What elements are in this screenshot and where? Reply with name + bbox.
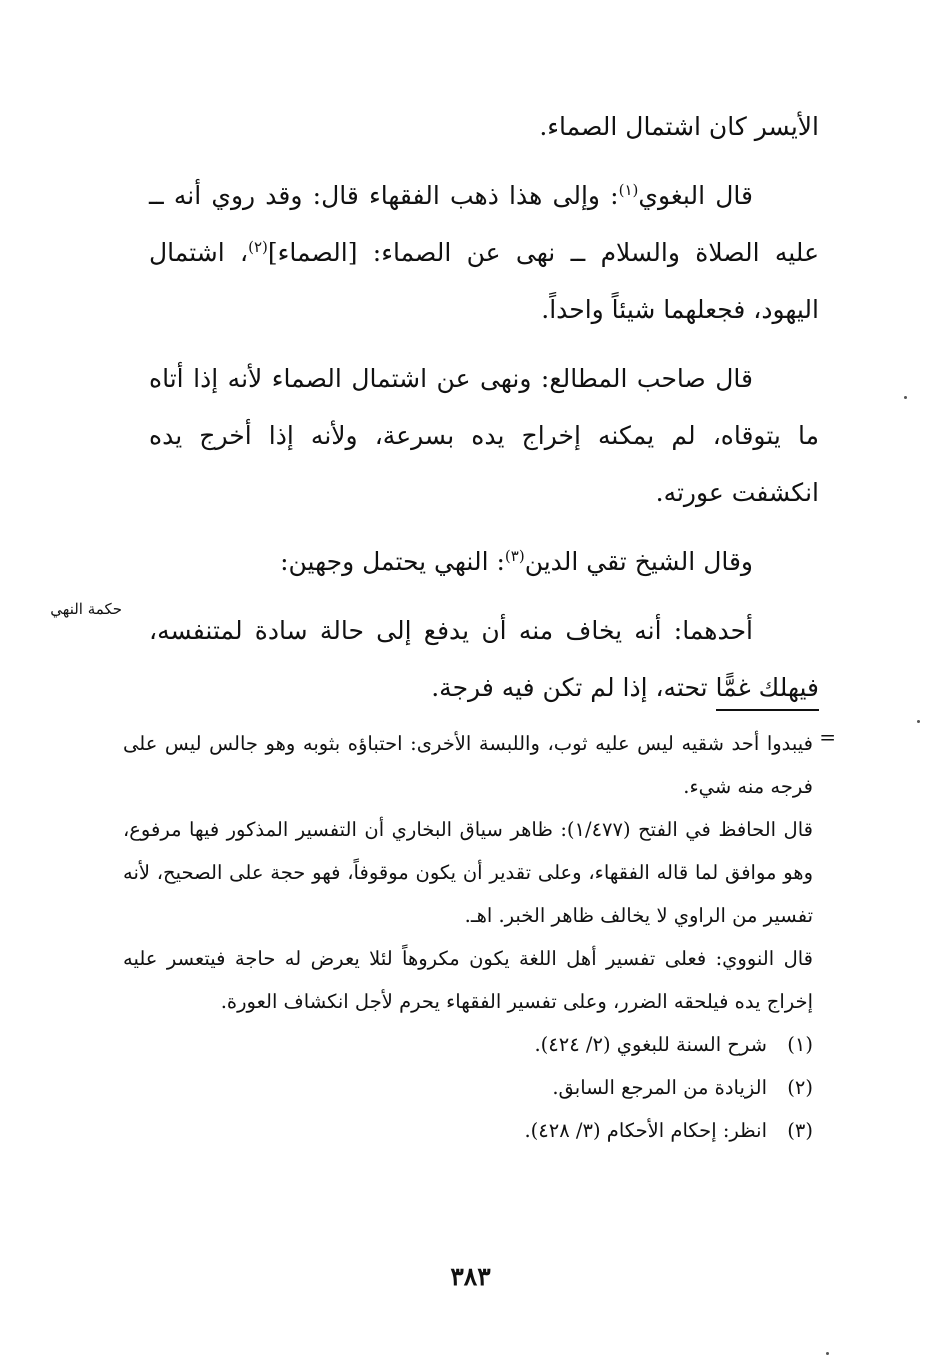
paragraph-mataali: قال صاحب المطالع: ونهى عن اشتمال الصماء لأنه إذا أتاه ما يتوقاه، لم يمكنه إخراج يده بسرعة، ولأنه إذا أخرج يده انكشفت عورته. [149, 364, 819, 507]
note-continuation-1: فيبدوا أحد شقيه ليس عليه ثوب، واللبسة الأخرى: احتباؤه بثوبه وهو جالس ليس على فرجه منه شيء. [123, 732, 813, 798]
footnote-number: (٣) [787, 1119, 813, 1142]
footnote-separator [716, 709, 819, 711]
paragraph-first-aspect: أحدهما: أنه يخاف منه أن يدفع إلى حالة سادة لمتنفسه، فيهلك غمًّا تحته، إذا لم تكن فيه فرجة. [149, 616, 819, 702]
paragraph-continuation: الأيسر كان اشتمال الصماء. [539, 112, 819, 141]
footnote-2 [123, 1066, 813, 1109]
scan-speck [904, 396, 907, 399]
footnote-number: (١) [787, 1033, 813, 1056]
scan-speck [826, 1352, 829, 1355]
footnote-text: الزيادة من المرجع السابق. [552, 1076, 767, 1099]
note-continuation-2: قال الحافظ في الفتح (١/٤٧٧): ظاهر سياق البخاري أن التفسير المذكور فيها مرفوع، وهو موافق لما قاله الفقهاء، وعلى تقدير أن يكون موقوفاً، فهو حجة على الصحيح، لأنه تفسير من الراوي لا يخالف ظاهر الخبر. اهـ. [123, 818, 813, 927]
continuation-mark: = [819, 725, 836, 749]
margin-note: حكمة النهي [50, 600, 122, 618]
scan-speck [917, 720, 920, 723]
footnote-ref-1[interactable]: (١) [618, 181, 639, 199]
footnote-1 [123, 1023, 813, 1066]
page-number: ٣٨٣ [450, 1262, 491, 1291]
footnote-number: (٢) [787, 1076, 813, 1099]
main-text [149, 98, 819, 716]
footnote-ref-2[interactable]: (٢) [248, 238, 268, 256]
footnote-ref-3[interactable]: (٣) [504, 547, 525, 565]
footnote-text: انظر: إحكام الأحكام (٣/ ٤٢٨). [524, 1119, 767, 1142]
note-continuation-3: قال النووي: فعلى تفسير أهل اللغة يكون مكروهاً لئلا يعرض له حاجة فيتعسر عليه إخراج يده فيلحقه الضرر، وعلى تفسير الفقهاء يحرم لأجل انكشاف العورة. [123, 947, 813, 1013]
paragraph-taqi-al-din: وقال الشيخ تقي الدين$^{(٣)}$: النهي يحتمل وجهين: [280, 547, 753, 576]
paragraph-baghawi: قال البغوي$^{(١)}$: وإلى هذا ذهب الفقهاء قال: وقد روي أنه ــ عليه الصلاة والسلام ــ نهى عن الصماء: [الصماء]$^{(٢)}$، اشتمال اليهود، فجعلهما شيئاً واحداً. [149, 181, 820, 324]
footnotes-area [123, 722, 813, 1152]
footnote-3 [123, 1109, 813, 1152]
footnote-text: شرح السنة للبغوي (٢/ ٤٢٤). [534, 1033, 767, 1056]
